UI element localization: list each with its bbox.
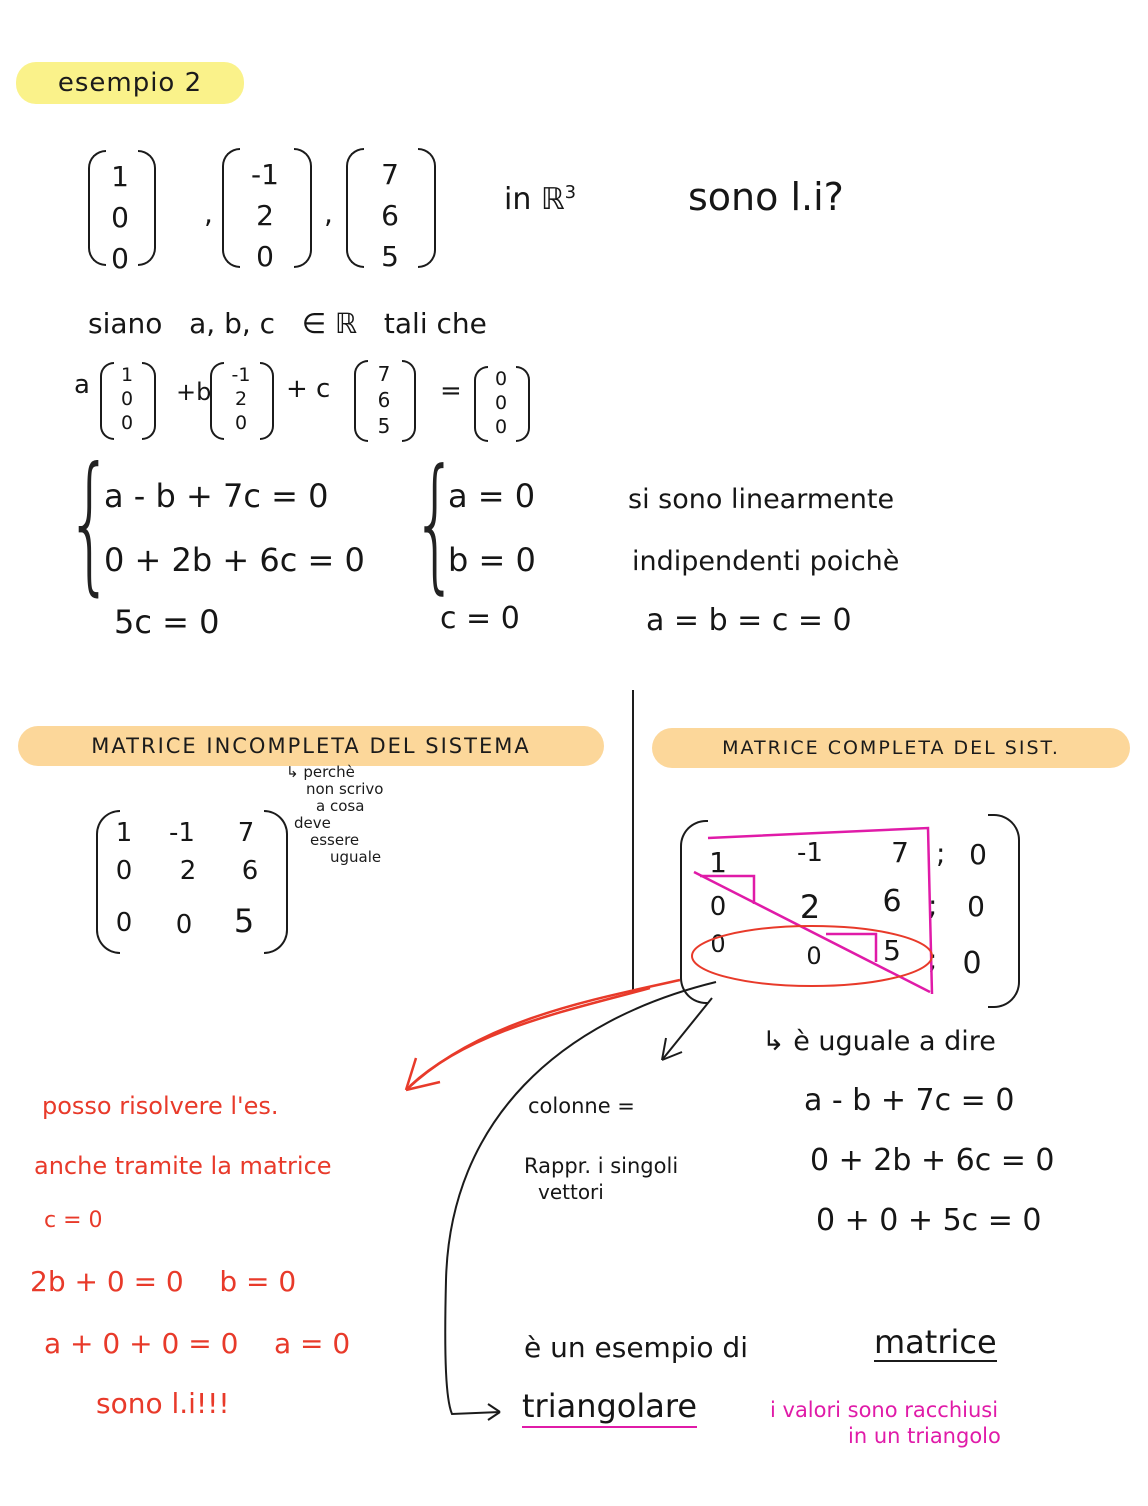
matrix-word: matrice xyxy=(874,1323,997,1361)
small-vector-entry: 0 xyxy=(234,412,248,434)
columns-note-line: Rappr. i singoli xyxy=(524,1154,679,1178)
matrix-cell: 0 xyxy=(175,910,193,940)
triangular-line-prefix: è un esempio di xyxy=(524,1331,748,1364)
example-header xyxy=(16,62,244,104)
note-line: a cosa xyxy=(316,797,365,815)
columns-note-line: colonne = xyxy=(528,1094,635,1118)
incomplete-matrix-title-text: MATRICE INCOMPLETA DEL SISTEMA xyxy=(91,734,531,758)
matrix-cell: 0 xyxy=(967,890,985,923)
matrix-cell: 5 xyxy=(883,934,901,967)
space-label xyxy=(504,184,576,215)
vector-3-entry: 7 xyxy=(381,158,399,191)
vector-2-entry: -1 xyxy=(251,158,279,191)
matrix-cell: 5 xyxy=(233,902,255,940)
small-vector-entry: 0 xyxy=(120,388,134,410)
small-vector-entry: 7 xyxy=(377,362,391,386)
matrix-cell: 0 xyxy=(709,892,727,922)
equation: a - b + 7c = 0 xyxy=(804,1083,1015,1118)
vector-1-entry: 0 xyxy=(111,201,129,234)
separator: ; xyxy=(928,889,938,922)
zero-vector-entry: 0 xyxy=(494,392,508,414)
matrix-cell: 0 xyxy=(115,856,133,886)
pink-note-line: i valori sono racchiusi xyxy=(770,1398,999,1422)
left-brace: { xyxy=(66,436,114,610)
solution: c = 0 xyxy=(440,601,520,636)
matrix-cell: 0 xyxy=(115,908,133,938)
triangular-word: triangolare xyxy=(522,1390,697,1428)
matrix-cell: 0 xyxy=(710,930,726,958)
matrix-cell: 0 xyxy=(806,942,822,970)
coeff-a: a xyxy=(74,370,90,400)
coeff-b: +b xyxy=(176,378,212,406)
small-vector-entry: 1 xyxy=(120,364,134,386)
space-text: in ℝ xyxy=(504,182,565,217)
equation: a - b + 7c = 0 xyxy=(104,477,329,515)
incomplete-matrix-title xyxy=(18,726,604,766)
matrix-cell: 7 xyxy=(891,836,909,869)
comma: , xyxy=(324,197,333,230)
matrix-cell: -1 xyxy=(169,818,195,848)
equivalent-label: ↳ è uguale a dire xyxy=(762,1026,996,1057)
equation: 5c = 0 xyxy=(114,603,220,641)
matrix-cell: -1 xyxy=(797,838,823,868)
conclusion-line: indipendenti poichè xyxy=(632,546,900,577)
note-line: uguale xyxy=(330,848,382,866)
space-exponent: 3 xyxy=(564,182,577,203)
solution: a = 0 xyxy=(448,477,536,515)
small-vector-entry: 6 xyxy=(377,388,391,412)
vector-1-entry: 1 xyxy=(111,160,129,193)
matrix-cell: 0 xyxy=(962,946,982,981)
coeff-c: + c xyxy=(286,374,331,404)
question-text: sono l.i? xyxy=(688,175,844,219)
solution: b = 0 xyxy=(448,541,536,579)
complete-matrix-title xyxy=(652,728,1130,768)
red-note-line: anche tramite la matrice xyxy=(34,1152,332,1180)
red-arrow-icon xyxy=(406,980,680,1090)
matrix-cell: 2 xyxy=(799,888,821,926)
matrix-cell: 1 xyxy=(115,818,133,848)
small-vector-entry: -1 xyxy=(231,364,251,386)
note-line: essere xyxy=(310,831,360,849)
matrix-cell: 2 xyxy=(179,856,197,886)
separator: ; xyxy=(936,837,946,870)
matrix-cell: 1 xyxy=(709,846,727,879)
vector-3-entry: 6 xyxy=(381,199,399,232)
zero-vector-entry: 0 xyxy=(494,368,508,390)
vector-2-entry: 0 xyxy=(256,240,274,273)
vector-3-entry: 5 xyxy=(381,240,399,273)
pink-note-line: in un triangolo xyxy=(848,1424,1001,1448)
complete-matrix-title-text: MATRICE COMPLETA DEL SIST. xyxy=(722,737,1060,759)
conclusion-line: si sono linearmente xyxy=(628,484,895,515)
right-brace: { xyxy=(412,438,459,608)
red-note-line: posso risolvere l'es. xyxy=(42,1092,279,1120)
note-line: ↳ perchè xyxy=(286,763,355,781)
small-vector-entry: 2 xyxy=(234,388,248,410)
example-header-label: esempio 2 xyxy=(57,68,203,98)
red-note-line: a + 0 + 0 = 0 a = 0 xyxy=(44,1327,351,1360)
matrix-cell: 7 xyxy=(237,818,255,848)
setup-line: siano a, b, c ∈ ℝ tali che xyxy=(88,307,487,340)
note-line: deve xyxy=(294,814,331,832)
separator: ; xyxy=(928,943,938,976)
small-vector-entry: 5 xyxy=(377,414,391,438)
comma: , xyxy=(204,197,213,230)
equation: 0 + 2b + 6c = 0 xyxy=(104,541,365,579)
equation: 0 + 0 + 5c = 0 xyxy=(816,1203,1042,1238)
vector-2-entry: 2 xyxy=(256,199,274,232)
vector-1-entry: 0 xyxy=(111,242,129,275)
matrix-cell: 0 xyxy=(969,838,987,871)
black-arrow-icon xyxy=(662,998,712,1060)
small-vector-entry: 0 xyxy=(120,412,134,434)
side-note xyxy=(286,764,383,866)
columns-note-line: vettori xyxy=(538,1180,604,1204)
red-note-line: sono l.i!!! xyxy=(96,1387,230,1420)
equals-sign: = xyxy=(440,376,462,406)
zero-vector-entry: 0 xyxy=(494,416,508,438)
conclusion-line: a = b = c = 0 xyxy=(646,603,852,638)
red-note-line: 2b + 0 = 0 b = 0 xyxy=(30,1265,297,1298)
red-note-line: c = 0 xyxy=(44,1208,103,1233)
note-line: non scrivo xyxy=(306,780,384,798)
vertical-divider xyxy=(632,690,634,990)
equation: 0 + 2b + 6c = 0 xyxy=(810,1143,1055,1178)
matrix-cell: 6 xyxy=(882,884,902,919)
matrix-cell: 6 xyxy=(241,856,259,886)
